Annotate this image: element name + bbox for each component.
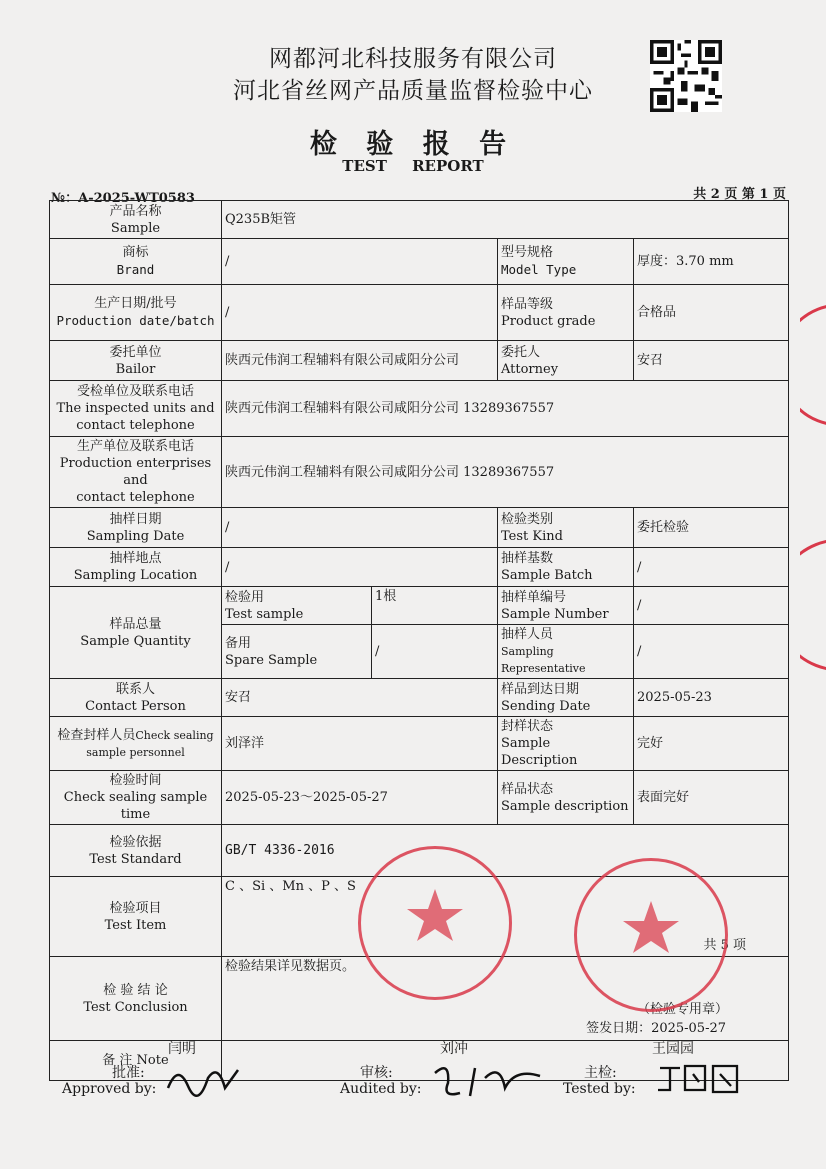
- page-info: 共 2 页 第 1 页: [693, 187, 786, 202]
- standard-label: 检验依据 Test Standard: [50, 825, 222, 877]
- contact-label: 联系人 Contact Person: [50, 679, 222, 717]
- test-sample-value: 1根: [372, 587, 498, 625]
- sampling-location-label: 抽样地点 Sampling Location: [50, 548, 222, 587]
- seal-state-label: 封样状态 Sample Description: [498, 717, 634, 771]
- attorney-value: 安召: [634, 341, 789, 381]
- sending-date-value: 2025-05-23: [634, 679, 789, 717]
- table-row: [50, 381, 789, 437]
- report-title-en: TEST REPORT: [342, 157, 484, 175]
- sampling-date-label: 抽样日期 Sampling Date: [50, 508, 222, 548]
- spare-sample-value: /: [372, 625, 498, 679]
- model-value: 厚度：3.70 mm: [634, 239, 789, 285]
- test-time-value: 2025-05-23～2025-05-27: [222, 771, 498, 825]
- sample-batch-label: 抽样基数 Sample Batch: [498, 548, 634, 587]
- conclusion-stamp-note: （检验专用章）: [637, 1002, 729, 1017]
- sample-state-label: 样品状态 Sample description: [498, 771, 634, 825]
- seam-stamp-fragment: [800, 290, 826, 440]
- spare-sample-label: 备用 Spare Sample: [222, 625, 372, 679]
- table-row: [50, 548, 789, 587]
- inspection-stamp-1: [358, 846, 512, 1000]
- report-title-cn: 检 验 报 告: [309, 129, 517, 160]
- test-kind-label: 检验类别 Test Kind: [498, 508, 634, 548]
- brand-label: 商标 Brand: [50, 239, 222, 285]
- sample-state-value: 表面完好: [634, 771, 789, 825]
- inspected-units-label: 受检单位及联系电话 The inspected units and contact telephone: [50, 381, 222, 437]
- contact-value: 安召: [222, 679, 498, 717]
- auditor-signature: [430, 1058, 550, 1107]
- conclusion-label: 检 验 结 论 Test Conclusion: [50, 957, 222, 1041]
- issue-date: 签发日期：2025-05-27: [586, 1021, 727, 1036]
- table-row: [50, 239, 789, 285]
- conclusion-value: 检验结果详见数据页。: [225, 959, 356, 974]
- auditor-label-en: Audited by:: [340, 1081, 422, 1097]
- sealer-label: 检查封样人员Check sealing sample personnel: [50, 717, 222, 771]
- standard-value: GB/T 4336-2016: [222, 825, 789, 877]
- sampling-rep-value: /: [634, 625, 789, 679]
- attorney-label: 委托人 Attorney: [498, 341, 634, 381]
- sending-date-label: 样品到达日期 Sending Date: [498, 679, 634, 717]
- sample-number-value: /: [634, 587, 789, 625]
- test-item-label: 检验项目 Test Item: [50, 877, 222, 957]
- table-row: [50, 341, 789, 381]
- producer-label: 生产单位及联系电话 Production enterprises and contact telephone: [50, 437, 222, 508]
- sample-value: Q235B矩管: [222, 201, 789, 239]
- sample-label: 产品名称 Sample: [50, 201, 222, 239]
- seam-stamp-fragment: [800, 520, 826, 690]
- sampling-date-value: /: [222, 508, 498, 548]
- table-row: [50, 717, 789, 771]
- seal-state-value: 完好: [634, 717, 789, 771]
- test-item-count: 共 5 项: [703, 938, 747, 953]
- table-row: [50, 679, 789, 717]
- table-row: [50, 771, 789, 825]
- grade-value: 合格品: [634, 285, 789, 341]
- production-date-label: 生产日期/批号 Production date/batch: [50, 285, 222, 341]
- qr-code-icon: [650, 40, 722, 112]
- sealer-value: 刘泽洋: [222, 717, 498, 771]
- sample-quantity-label: 样品总量 Sample Quantity: [50, 587, 222, 679]
- tester-label-en: Tested by:: [563, 1081, 636, 1097]
- sampling-location-value: /: [222, 548, 498, 587]
- model-label: 型号规格 Model Type: [498, 239, 634, 285]
- tester-label-cn: 主检:: [584, 1065, 617, 1081]
- company-name: 网都河北科技服务有限公司: [269, 46, 557, 72]
- note-label: 备 注 Note: [50, 1041, 222, 1081]
- table-row: [50, 508, 789, 548]
- inspection-stamp-2: [574, 858, 728, 1012]
- test-item-value: C 、Si 、Mn 、P 、S: [225, 879, 356, 894]
- approver-signature: [163, 1058, 243, 1105]
- bailor-label: 委托单位 Bailor: [50, 341, 222, 381]
- test-kind-value: 委托检验: [634, 508, 789, 548]
- grade-label: 样品等级 Product grade: [498, 285, 634, 341]
- sample-number-label: 抽样单编号 Sample Number: [498, 587, 634, 625]
- table-row: [50, 201, 789, 239]
- test-time-label: 检验时间 Check sealing sample time: [50, 771, 222, 825]
- test-sample-label: 检验用 Test sample: [222, 587, 372, 625]
- approver-label-cn: 批准:: [112, 1065, 145, 1081]
- brand-value: /: [222, 239, 498, 285]
- table-row: [50, 437, 789, 508]
- sample-batch-value: /: [634, 548, 789, 587]
- sampling-rep-label: 抽样人员 Sampling Representative: [498, 625, 634, 679]
- bailor-value: 陕西元伟润工程辅料有限公司咸阳分公司: [222, 341, 498, 381]
- producer-value: 陕西元伟润工程辅料有限公司咸阳分公司 13289367557: [222, 437, 789, 508]
- tester-signature: [655, 1058, 750, 1105]
- production-date-value: /: [222, 285, 498, 341]
- table-row: [50, 587, 789, 625]
- inspected-units-value: 陕西元伟润工程辅料有限公司咸阳分公司 13289367557: [222, 381, 789, 437]
- report-number: №：A-2025-WT0583: [51, 191, 195, 206]
- tester-name: 王园园: [652, 1041, 694, 1057]
- approver-name: 闫明: [168, 1041, 196, 1057]
- auditor-name: 刘冲: [440, 1041, 468, 1057]
- table-row: [50, 285, 789, 341]
- auditor-label-cn: 审核:: [360, 1065, 393, 1081]
- center-name: 河北省丝网产品质量监督检验中心: [233, 78, 593, 104]
- approver-label-en: Approved by:: [62, 1081, 157, 1097]
